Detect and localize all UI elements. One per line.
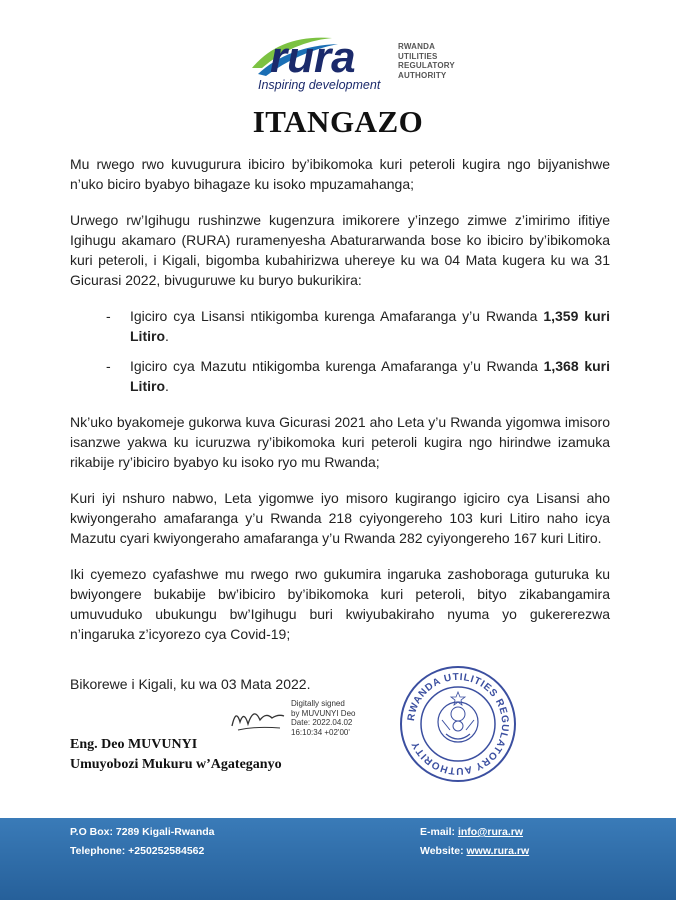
- official-seal: [398, 664, 518, 784]
- digital-signature-info: Digitally signed by MUVUNYI Deo Date: 2022.04.02 16:10:34 +02'00': [291, 699, 356, 737]
- logo-authority-text: RWANDA UTILITIES REGULATORY AUTHORITY: [398, 42, 455, 80]
- price-item-mazutu: - Igiciro cya Mazutu ntikigomba kurenga Amafaranga y’u Rwanda 1,368 kuri Litiro.: [106, 358, 610, 394]
- signer-block: [70, 735, 282, 775]
- signer-role: Umuyobozi Mukuru w’Agateganyo: [70, 757, 282, 772]
- bullet-dash: -: [106, 358, 111, 374]
- paragraph-2: Urwego rw’Igihugu rushinzwe kugenzura imikorere y’inzego zimwe z’imirimo ifitiye Igihugu akamaro (RURA) ruramenyesha Abaturarwanda bose ko ibiciro by’ibikomoka kuri peteroli, i Kigali, bigomba kubahirizwa uhereye ku wa 04 Mata kugera ku wa 31 Gicurasi 2022, bivuguruwe ku buryo bukurikira:: [70, 212, 610, 288]
- signed-date: Bikorewe i Kigali, ku wa 03 Mata 2022.: [70, 676, 311, 692]
- bullet-dash: -: [106, 308, 111, 324]
- handwritten-signature: [228, 704, 288, 734]
- signer-name: Eng. Deo MUVUNYI: [70, 737, 198, 752]
- paragraph-4: Kuri iyi nshuro nabwo, Leta yigomwe iyo misoro kugirango igiciro cya Lisansi aho kwiyongeraho amafaranga y’u Rwanda 218 cyiyongereho 103 kuri Litiro naho icya Mazutu cyari kwiyongeraho amafaranga y’u Rwanda 282 cyiyongereho 167 kuri Litiro.: [70, 490, 610, 546]
- footer-contact-right: [420, 823, 529, 861]
- document-body: [70, 154, 610, 660]
- footer-band: [0, 818, 676, 900]
- logo-wordmark: rura: [270, 33, 356, 82]
- price-list: [70, 306, 610, 396]
- footer-website: Website: www.rura.rw: [420, 845, 530, 857]
- svg-text:RWANDA UTILITIES REGULATORY AU: RWANDA UTILITIES REGULATORY AUTHORITY: [406, 671, 511, 777]
- document-title: ITANGAZO: [252, 104, 424, 139]
- price-item-lisansi: - Igiciro cya Lisansi ntikigomba kurenga Amafaranga y’u Rwanda 1,359 kuri Litiro.: [106, 308, 610, 344]
- footer-email: E-mail: info@rura.rw: [420, 826, 524, 838]
- footer-contact-left: [70, 823, 215, 861]
- paragraph-1: Mu rwego rwo kuvugurura ibiciro by’ibikomoka kuri peteroli kugira ngo bijyanishwe n’uko biciro byabyo bihagaze ku isoko mpuzamahanga;: [70, 156, 610, 192]
- paragraph-3: Nk’uko byakomeje gukorwa kuva Gicurasi 2021 aho Leta y’u Rwanda yigomwa imisoro isanzwe yakwa ku icuruzwa ry’ibikomoka kuri peteroli kugira ngo hirindwe izamuka rikabije ry’ibiciro byabyo ku isoko ryo mu Rwanda;: [70, 414, 610, 470]
- paragraph-5: Iki cyemezo cyafashwe mu rwego rwo gukumira ingaruka zashoboraga guturuka ku bwiyongere bukabije bw’ibiciro by’ibikomoka kuri peteroli, bityo zikabangamira umuvuduko ubukungu bw’Igihugu buri kwiyubakiraho nyuma yo gukererezwa n’ingaruka z’icyorezo cya Covid-19;: [70, 566, 610, 642]
- footer-po-box: P.O Box: 7289 Kigali-Rwanda: [70, 826, 215, 838]
- logo-tagline: Inspiring development: [258, 78, 381, 92]
- website-link[interactable]: www.rura.rw: [466, 845, 530, 857]
- email-link[interactable]: info@rura.rw: [457, 826, 524, 838]
- footer-telephone: Telephone: +250252584562: [70, 845, 205, 857]
